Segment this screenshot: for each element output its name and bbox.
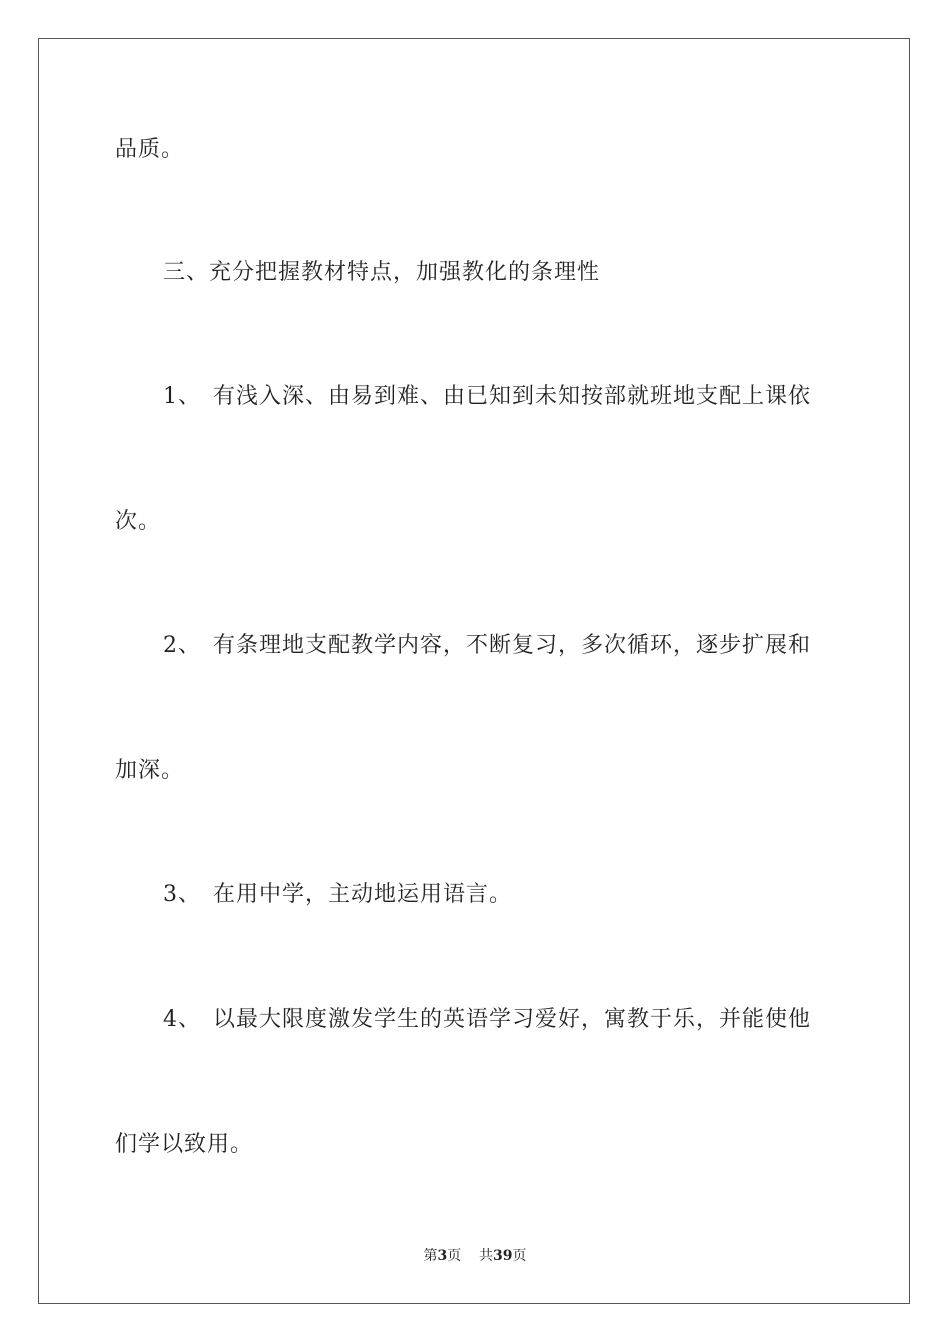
page-prefix: 第 <box>423 1248 438 1264</box>
line-text: 有浅入深、由易到难、由已知到未知按部就班地支配上课依 <box>213 384 812 409</box>
line-text: 有条理地支配教学内容，不断复习，多次循环，逐步扩展和 <box>213 633 812 658</box>
paragraph-line <box>115 507 161 537</box>
list-item-3 <box>163 880 512 910</box>
total-prefix: 共 <box>479 1248 494 1264</box>
line-text: 三、充分把握教材特点，加强教化的条理性 <box>163 260 601 285</box>
line-text: 品质。 <box>115 137 185 162</box>
line-text: 加深。 <box>115 758 185 783</box>
list-number: 1、 <box>163 384 201 409</box>
line-text: 以最大限度激发学生的英语学习爱好，寓教于乐，并能使他 <box>213 1007 812 1032</box>
page-suffix: 页 <box>447 1248 462 1264</box>
page-footer <box>0 1247 950 1265</box>
list-number: 4、 <box>163 1007 201 1032</box>
line-text: 在用中学，主动地运用语言。 <box>213 882 513 907</box>
total-suffix: 页 <box>512 1248 527 1264</box>
list-item-1 <box>163 382 811 412</box>
line-text: 们学以致用。 <box>115 1132 254 1157</box>
page-frame <box>38 38 910 1304</box>
list-item-2 <box>163 631 811 661</box>
list-number: 2、 <box>163 633 201 658</box>
section-heading <box>163 258 600 288</box>
list-item-4 <box>163 1005 811 1035</box>
page-current: 3 <box>437 1248 448 1264</box>
paragraph-line <box>115 756 184 786</box>
page-total: 39 <box>493 1248 513 1264</box>
line-text: 次。 <box>115 509 162 534</box>
paragraph-line <box>115 1130 253 1160</box>
paragraph-line <box>115 135 184 165</box>
list-number: 3、 <box>163 882 201 907</box>
